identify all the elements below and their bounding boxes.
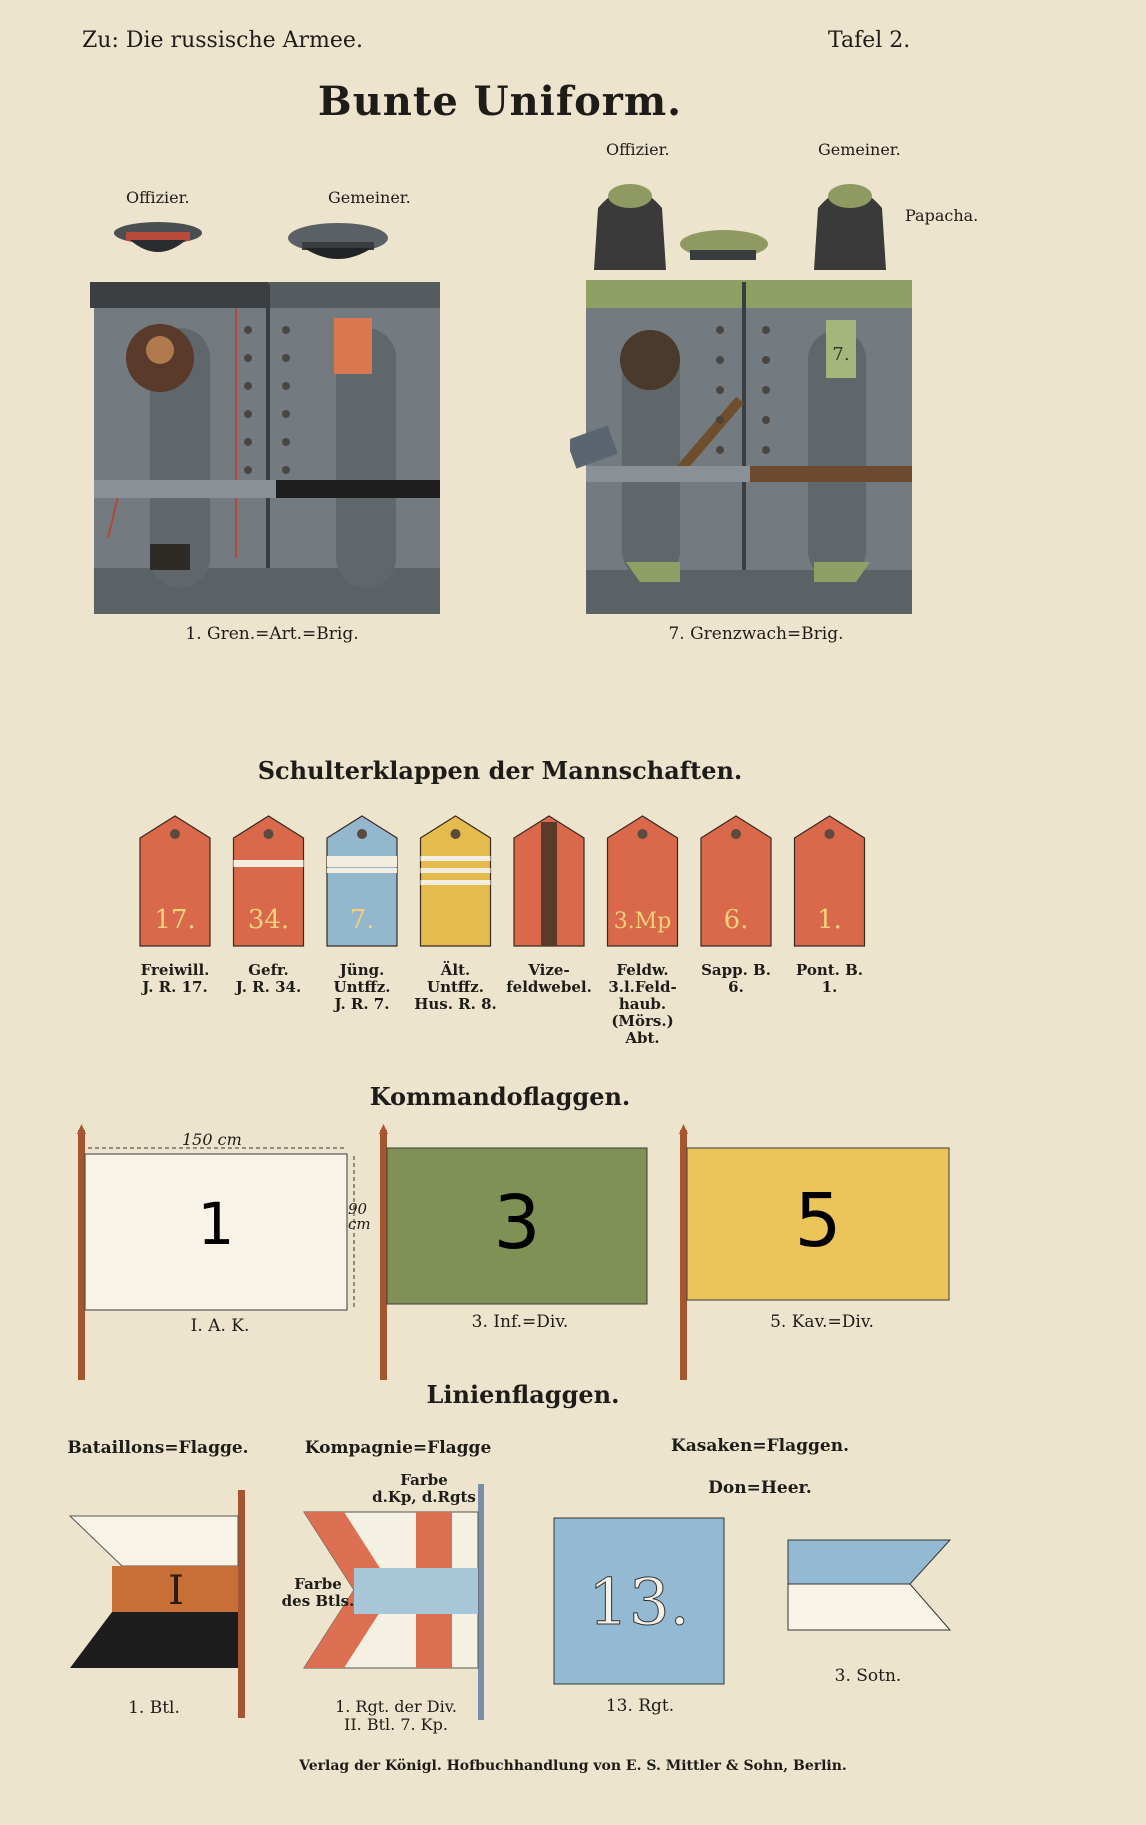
line-flags-heading: Linienflaggen.: [426, 1380, 620, 1409]
shoulder-strap-number: 1.: [817, 905, 842, 935]
uniform2-strap-number: 7.: [832, 344, 850, 365]
header-left: Zu: Die russische Armee.: [82, 28, 363, 53]
flag-width-label: 150 cm: [182, 1130, 242, 1149]
company-flag-heading: Kompagnie=Flagge: [304, 1438, 492, 1458]
shoulder-strap-label: Jüng. Untffz. J. R. 7.: [333, 961, 391, 1013]
shoulder-strap-label: Pont. B. 1.: [795, 961, 864, 996]
battalion-flag-heading: Bataillons=Flagge.: [67, 1438, 249, 1458]
shoulder-strap-7: [701, 816, 771, 946]
uniform2-caption: 7. Grenzwach=Brig.: [668, 624, 844, 644]
command-flag-3-number: 3: [493, 1180, 541, 1266]
shoulder-strap-number: 17.: [154, 905, 196, 935]
shoulder-strap-6: [608, 816, 678, 946]
command-flag-3-caption: 3. Inf.=Div.: [471, 1312, 569, 1332]
shoulder-strap-number: 7.: [349, 905, 375, 935]
battalion-flag-caption: 1. Btl.: [128, 1698, 180, 1718]
shoulder-strap-number: 6.: [723, 905, 749, 935]
cossack-subheading: Don=Heer.: [708, 1478, 812, 1498]
shoulder-strap-1: [140, 816, 210, 946]
cossack-flags-heading: Kasaken=Flaggen.: [671, 1436, 849, 1456]
command-flags-heading: Kommandoflaggen.: [369, 1082, 631, 1111]
shoulder-straps-heading: Schulterklappen der Mannschaften.: [257, 756, 743, 785]
shoulder-strap-4: [421, 816, 491, 946]
publisher-footer: Verlag der Königl. Hofbuchhandlung von E. S. Mittler & Sohn, Berlin.: [299, 1758, 847, 1774]
uniform2-illustration: [570, 170, 920, 618]
cossack-flag-number: 13.: [588, 1566, 690, 1640]
company-side-note: Farbe des Btls.: [281, 1575, 355, 1610]
uniform1-officer-label: Offizier.: [126, 188, 190, 207]
command-flag-5-caption: 5. Kav.=Div.: [770, 1312, 874, 1332]
uniform2-private-label: Gemeiner.: [818, 140, 901, 159]
shoulder-strap-2: [234, 816, 304, 946]
company-flag-caption: 1. Rgt. der Div. II. Btl. 7. Kp.: [335, 1697, 457, 1734]
uniform1-caption: 1. Gren.=Art.=Brig.: [185, 624, 359, 644]
command-flag-1-number: 1: [197, 1190, 235, 1258]
shoulder-strap-label: Sapp. B. 6.: [701, 961, 771, 996]
shoulder-strap-number: 34.: [247, 905, 290, 935]
shoulder-strap-5: [514, 816, 584, 946]
shoulder-strap-label: Gefr. J. R. 34.: [235, 961, 302, 996]
uniform1-private-label: Gemeiner.: [328, 188, 411, 207]
shoulder-strap-number: 3.Mp: [613, 909, 672, 934]
command-flag-5-number: 5: [794, 1178, 842, 1264]
command-flags: [60, 1124, 960, 1384]
papacha-label: Papacha.: [905, 206, 979, 225]
uniform2-officer-label: Offizier.: [606, 140, 670, 159]
flag-height-label: 90 cm: [348, 1200, 371, 1233]
command-flag-1-caption: I. A. K.: [190, 1316, 250, 1336]
uniform1-illustration: [90, 218, 450, 618]
shoulder-straps-row: [130, 810, 910, 950]
shoulder-strap-label: Feldw. 3.l.Feld- haub. (Mörs.) Abt.: [608, 961, 677, 1047]
shoulder-strap-8: [795, 816, 865, 946]
shoulder-strap-label: Freiwill. J. R. 17.: [140, 961, 210, 996]
header-right: Tafel 2.: [828, 28, 911, 53]
shoulder-strap-label: Vize- feldwebel.: [506, 961, 592, 996]
battalion-flag-numeral: I: [168, 1568, 184, 1614]
shoulder-strap-label: Ält. Untffz. Hus. R. 8.: [414, 961, 497, 1013]
page-title: Bunte Uniform.: [317, 78, 683, 125]
shoulder-strap-3: [327, 816, 397, 946]
cossack-flag-caption2: 3. Sotn.: [834, 1666, 902, 1686]
cossack-flag-caption1: 13. Rgt.: [605, 1696, 675, 1716]
company-top-note: Farbe d.Kp, d.Rgts: [372, 1471, 476, 1506]
